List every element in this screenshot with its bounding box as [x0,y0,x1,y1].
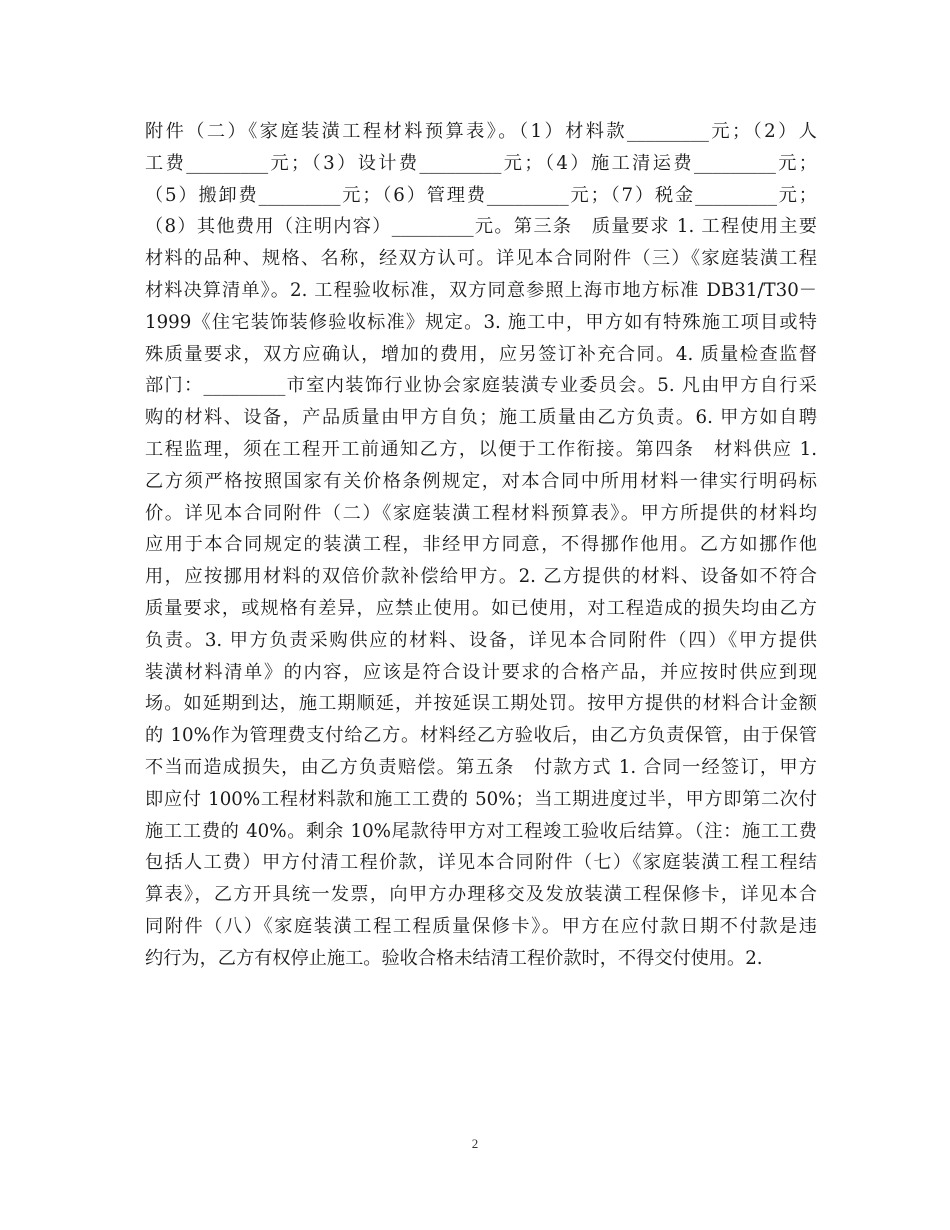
text-line: 场。如延期到达，施工期顺延，并按延误工期处罚。按甲方提供的材料合计金额 [145,693,817,715]
text-line: 附件（二）《家庭装潢工程材料预算表》。（1）材料款_________元；（2）人 [145,121,817,142]
body-text [145,116,817,975]
text-line: 装潢材料清单》的内容，应该是符合设计要求的合格产品，并应按时供应到现 [145,661,817,683]
text-line: 部门：_________市室内装饰行业协会家庭装潢专业委员会。5. 凡由甲方自行采 [145,375,817,397]
text-line: 同附件（八）《家庭装潢工程工程质量保修卡》。甲方在应付款日期不付款是违 [145,915,817,937]
text-line: 应用于本合同规定的装潢工程，非经甲方同意，不得挪作他用。乙方如挪作他 [145,534,817,556]
text-line: 约行为，乙方有权停止施工。验收合格未结清工程价款时，不得交付使用。2. [145,947,763,969]
text-line: （8）其他费用（注明内容）_________元。第三条 质量要求 1. 工程使用主要 [145,216,817,238]
text-line: 不当而造成损失，由乙方负责赔偿。第五条 付款方式 1. 合同一经签订，甲方 [145,756,817,778]
text-line: 价。详见本合同附件（二）《家庭装潢工程材料预算表》。甲方所提供的材料均 [145,502,817,524]
text-line: 工费_________元；（3）设计费_________元；（4）施工清运费_________元； [145,152,817,174]
text-line: 负责。3. 甲方负责采购供应的材料、设备，详见本合同附件（四）《甲方提供 [145,629,817,651]
text-line: 材料决算清单》。2. 工程验收标准，双方同意参照上海市地方标准 DB31/T30－ [145,279,817,301]
text-line: 工程监理，须在工程开工前通知乙方，以便于工作衔接。第四条 材料供应 1. [145,438,817,460]
text-line: 殊质量要求，双方应确认，增加的费用，应另签订补充合同。4. 质量检查监督 [145,343,817,365]
text-line: 的 10%作为管理费支付给乙方。材料经乙方验收后，由乙方负责保管，由于保管 [145,725,817,747]
text-line: 乙方须严格按照国家有关价格条例规定，对本合同中所用材料一律实行明码标 [145,470,817,492]
text-line: 购的材料、设备，产品质量由甲方自负；施工质量由乙方负责。6. 甲方如自聘 [145,407,817,429]
page-number: 2 [471,1136,479,1151]
text-line: 材料的品种、规格、名称，经双方认可。详见本合同附件（三）《家庭装潢工程 [145,248,817,270]
text-line: 即应付 100%工程材料款和施工工费的 50%；当工期进度过半，甲方即第二次付 [145,788,817,810]
text-line: 1999《住宅装饰装修验收标准》规定。3. 施工中，甲方如有特殊施工项目或特 [145,311,817,333]
text-line: （5）搬卸费_________元；（6）管理费_________元；（7）税金_________元； [145,184,817,206]
text-line: 包括人工费）甲方付清工程价款，详见本合同附件（七）《家庭装潢工程工程结 [145,852,817,874]
text-line: 施工工费的 40%。剩余 10%尾款待甲方对工程竣工验收后结算。（注：施工工费 [145,820,817,842]
text-line: 算表》，乙方开具统一发票，向甲方办理移交及发放装潢工程保修卡，详见本合 [145,884,817,906]
text-line: 用，应按挪用材料的双倍价款补偿给甲方。2. 乙方提供的材料、设备如不符合 [145,566,817,588]
text-line: 质量要求，或规格有差异，应禁止使用。如已使用，对工程造成的损失均由乙方 [145,597,817,619]
